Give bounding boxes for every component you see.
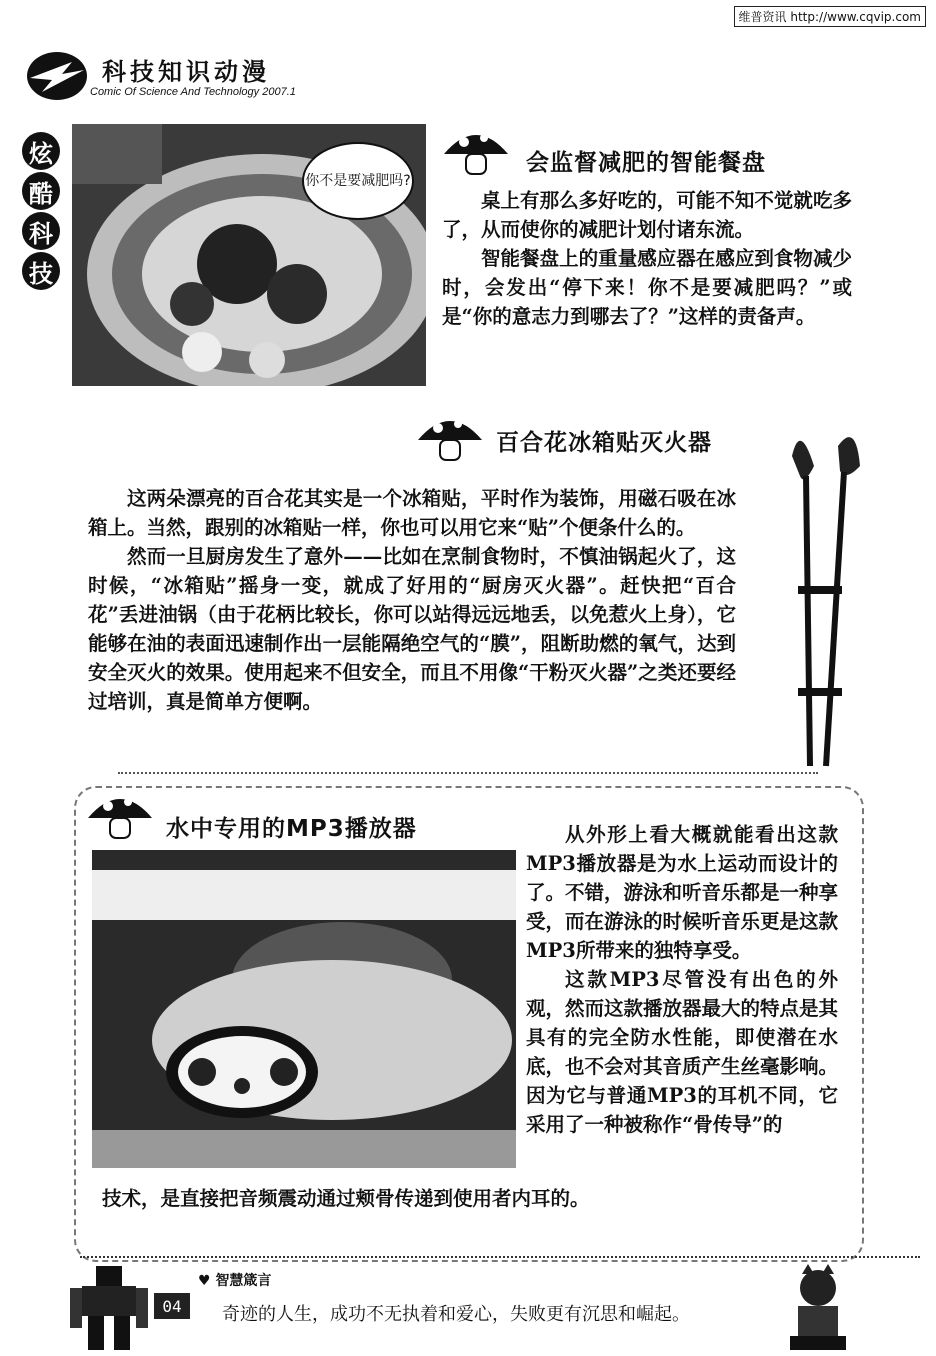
- speech-bubble: 你不是要减肥吗?: [302, 142, 414, 220]
- heart-icon: ♥: [198, 1273, 211, 1289]
- article3-paragraph: 从外形上看大概就能看出这款MP3播放器是为水上运动而设计的了。不错，游泳和听音乐都是一种享受，而在游泳的时候听音乐更是这款MP3所带来的独特享受。: [526, 823, 839, 962]
- lily-fridge-magnet-photo: [780, 426, 866, 776]
- article3-heading: 水中专用的MP3播放器: [166, 816, 417, 842]
- article3-tail: 技术，是直接把音频震动通过颊骨传递到使用者内耳的。: [102, 1187, 590, 1210]
- wisdom-quote-label: [198, 1270, 271, 1290]
- mushroom-icon: [414, 410, 486, 464]
- section-label: [22, 132, 64, 290]
- article3-paragraph: 这款MP3尽管没有出色的外观，然而这款播放器最大的特点是其具有的完全防水性能，即使潜在水底，也不会对其音质产生丝毫影响。因为它与普通MP3的耳机不同，它采用了一种被称作“骨传导”的: [526, 968, 839, 1136]
- magazine-logo-icon: [22, 48, 92, 104]
- article1-heading: 会监督减肥的智能餐盘: [526, 150, 766, 176]
- mushroom-icon: [84, 788, 156, 842]
- wisdom-quote-label-text: 智慧箴言: [215, 1273, 272, 1289]
- article1-paragraph: 桌上有那么多好吃的，可能不知不觉就吃多了，从而使你的减肥计划付诸东流。: [442, 189, 852, 241]
- article1-body: [442, 186, 852, 331]
- article2-body: [88, 484, 736, 716]
- article2-heading: 百合花冰箱贴灭火器: [496, 430, 712, 456]
- section-label-char: 科: [22, 212, 60, 250]
- article2-paragraph: 然而一旦厨房发生了意外——比如在烹制食物时，不慎油锅起火了，这时候，“冰箱贴”摇身一变，就成了好用的“厨房灭火器”。赶快把“百合花”丢进油锅（由于花柄比较长，你可以站得远远地丢，以免惹火上身），它能够在油的表面迅速制作出一层能隔绝空气的“膜”，阻断助燃的氧气，达到安全灭火的效果。使用起来不但安全，而且不用像“干粉灭火器”之类还要经过培训，真是简单方便啊。: [88, 545, 736, 713]
- source-watermark: 维普资讯 http://www.cqvip.com: [734, 6, 926, 27]
- article3-body: [526, 820, 838, 1139]
- magazine-subtitle: Comic Of Science And Technology 2007.1: [90, 86, 296, 98]
- section-label-char: 技: [22, 252, 60, 290]
- footer-divider: [80, 1256, 920, 1258]
- mushroom-icon: [440, 124, 512, 178]
- section-divider: [118, 772, 818, 774]
- page-number: 04: [154, 1293, 190, 1319]
- robot-figure-icon: [68, 1262, 150, 1352]
- article1-paragraph: 智能餐盘上的重量感应器在感应到食物减少时，会发出“停下来！你不是要减肥吗？”或是“你的意志力到哪去了？”这样的责备声。: [442, 247, 852, 328]
- cartoon-character-icon: [778, 1264, 858, 1352]
- wisdom-quote: 奇迹的人生，成功不无执着和爱心，失败更有沉思和崛起。: [222, 1304, 690, 1325]
- section-label-char: 炫: [22, 132, 60, 170]
- magazine-title: 科技知识动漫: [102, 58, 270, 86]
- waterproof-mp3-photo: [92, 850, 516, 1168]
- article2-paragraph: 这两朵漂亮的百合花其实是一个冰箱贴，平时作为装饰，用磁石吸在冰箱上。当然，跟别的冰箱贴一样，你也可以用它来“贴”个便条什么的。: [88, 487, 736, 539]
- section-label-char: 酷: [22, 172, 60, 210]
